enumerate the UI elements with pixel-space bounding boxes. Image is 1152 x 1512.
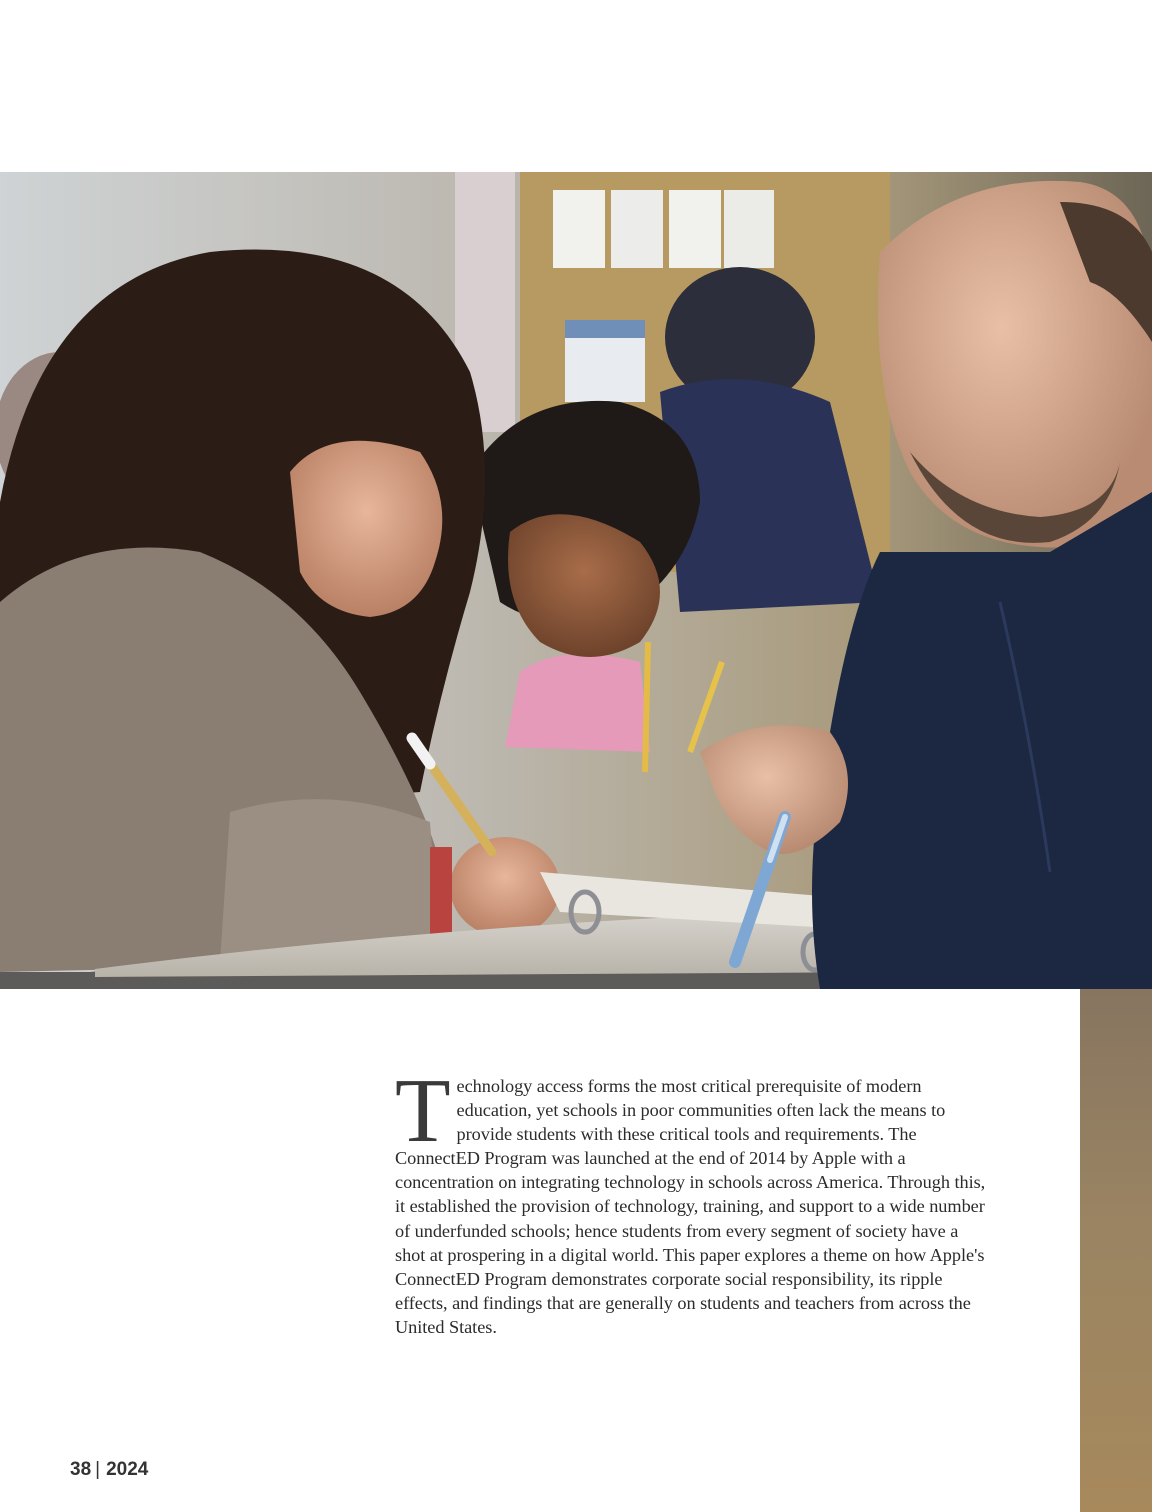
article-paragraph: echnology access forms the most critical prerequisite of modern education, yet schools in poor communities often lack the means to provide students with these critical tools and requirements. The ConnectED Program was launched at the end of 2014 by Apple with a concentration on integrating technology in schools across America. Through this, it established the provision of technology, training, and support to a wide number of underfunded schools; hence students from every segment of society have a shot at prospering in a digital world. This paper explores a theme on how Apple's ConnectED Program demonstrates corporate social responsibility, its ripple effects, and findings that are generally on students and teachers from across the United States. [395, 1076, 986, 1337]
page-footer [70, 1459, 148, 1481]
classroom-photo [0, 172, 1152, 989]
issue-year: 2024 [106, 1459, 149, 1480]
footer-separator: | [95, 1459, 101, 1480]
page-number: 38 [70, 1459, 92, 1480]
decorative-side-bar [1080, 989, 1152, 1512]
article-body [395, 1060, 993, 1339]
drop-cap: T [395, 1060, 451, 1161]
